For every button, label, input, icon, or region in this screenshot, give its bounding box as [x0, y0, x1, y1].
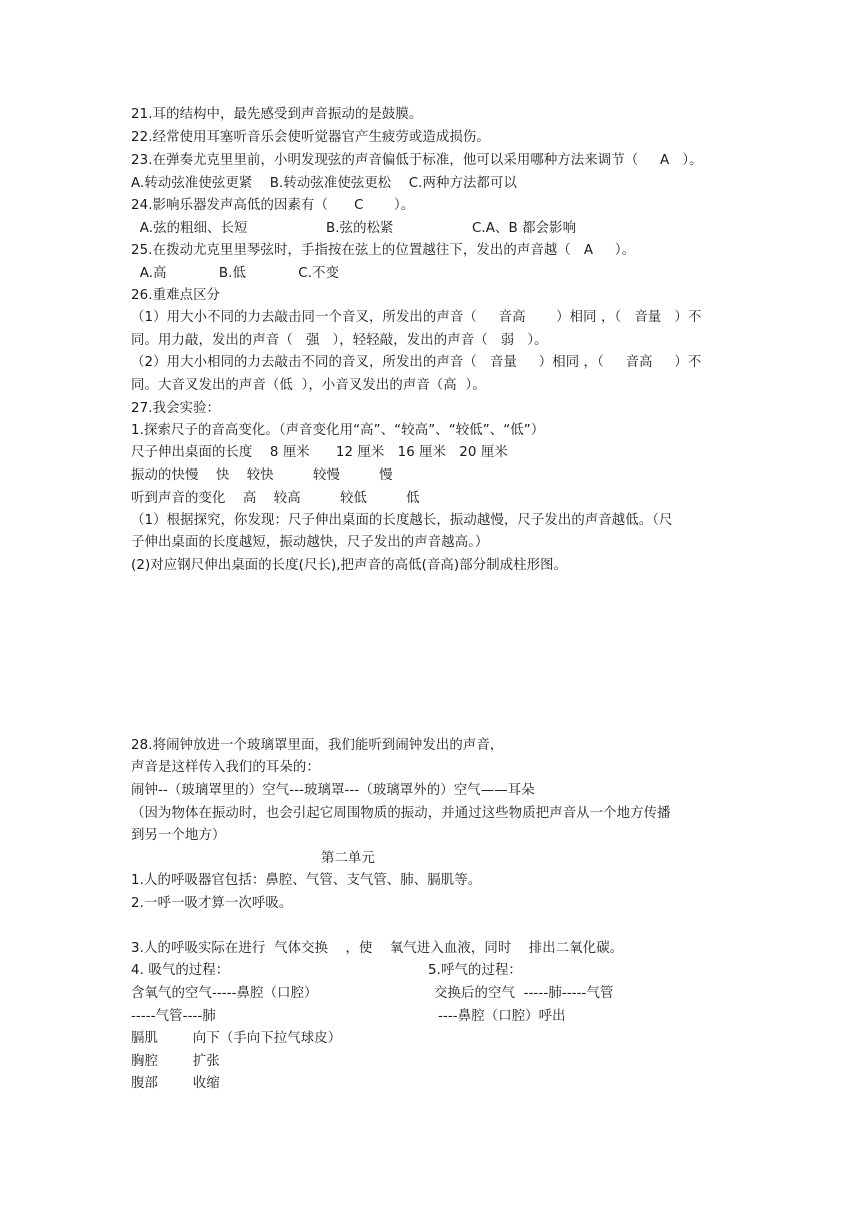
q27-row-speed: 振动的快慢 快 较快 较慢 慢	[131, 468, 393, 483]
unit2-q3: 3.人的呼吸实际在进行 气体交换 ，使 氧气进入血液，同时 排出二氧化碳。	[131, 941, 624, 956]
q26-heading: 26.重难点区分	[131, 288, 221, 303]
unit2-q1: 1.人的呼吸器官包括：鼻腔、气管、支气管、肺、膈肌等。	[131, 873, 482, 888]
inhale-path-line1: 含氧气的空气-----鼻腔（口腔）	[131, 986, 318, 1001]
q24-options: A.弦的粗细、长短 B.弦的松紧 C.A、B 都会影响	[131, 221, 577, 236]
q25-text: 25.在拨动尤克里里琴弦时，手指按在弦上的位置越往下，发出的声音越（ A ）。	[131, 243, 636, 258]
q21-text: 21.耳的结构中，最先感受到声音振动的是鼓膜。	[131, 107, 423, 122]
q28-text: 28.将闹钟放进一个玻璃罩里面，我们能听到闹钟发出的声音，	[131, 738, 504, 753]
exhale-heading: 5.呼气的过程：	[428, 963, 522, 978]
q27-finding-line1: （1）根据探究，你发现：尺子伸出桌面的长度越长，振动越慢，尺子发出的声音越低。（尺	[131, 513, 673, 528]
q26-part1-line1: （1）用大小不同的力去敲击同一个音叉，所发出的声音（ 音高 ）相同 ，（ 音量 ）不	[131, 310, 702, 325]
q23-options: A.转动弦准使弦更紧 B.转动弦准使弦更松 C.两种方法都可以	[131, 176, 517, 191]
q24-text: 24.影响乐器发声高低的因素有（ C ）。	[131, 198, 415, 213]
q25-options: A.高 B.低 C.不变	[131, 266, 340, 281]
exhale-path-line2: ----鼻腔（口腔）呼出	[438, 1009, 566, 1024]
q27-experiment-title: 1.探索尺子的音高变化。（声音变化用“高”、“较高”、“较低”、“低”）	[131, 423, 545, 438]
q27-chart-instruction: (2)对应钢尺伸出桌面的长度(尺长),把声音的高低(音高)部分制成柱形图。	[131, 558, 568, 573]
q28-reason-line2: 到另一个地方）	[131, 828, 226, 843]
q28-intro: 声音是这样传入我们的耳朵的：	[131, 760, 320, 775]
inhale-path-line2: -----气管----肺	[131, 1009, 216, 1024]
unit-two-heading: 第二单元	[321, 851, 375, 866]
exhale-path-line1: 交换后的空气 -----肺-----气管	[434, 986, 614, 1001]
q26-part2-line2: 同。大音叉发出的声音（低 ），小音叉发出的声音（高 ）。	[131, 378, 486, 393]
q27-heading: 27.我会实验：	[131, 401, 221, 416]
q28-path: 闹钟--（玻璃罩里的）空气---玻璃罩---（玻璃罩外的）空气——耳朵	[131, 783, 535, 798]
diaphragm-row: 膈肌 向下（手向下拉气球皮）	[131, 1031, 342, 1046]
unit2-q2: 2.一呼一吸才算一次呼吸。	[131, 896, 293, 911]
abdomen-row: 腹部 收缩	[131, 1076, 220, 1091]
q27-finding-line2: 子伸出桌面的长度越短，振动越快，尺子发出的声音越高。）	[131, 535, 489, 550]
chest-row: 胸腔 扩张	[131, 1054, 220, 1069]
q26-part2-line1: （2）用大小相同的力去敲击不同的音叉，所发出的声音（ 音量 ）相同 ，（ 音高 ）不	[131, 355, 702, 370]
q22-text: 22.经常使用耳塞听音乐会使听觉器官产生疲劳或造成损伤。	[131, 130, 490, 145]
q28-reason-line1: （因为物体在振动时，也会引起它周围物质的振动，并通过这些物质把声音从一个地方传播	[131, 806, 671, 821]
q26-part1-line2: 同。用力敲，发出的声音（ 强 ），轻轻敲，发出的声音（ 弱 ）。	[131, 333, 548, 348]
inhale-heading: 4. 吸气的过程：	[131, 963, 230, 978]
q23-text: 23.在弹奏尤克里里前，小明发现弦的声音偏低于标准，他可以采用哪种方法来调节（ A ）。	[131, 153, 703, 168]
q27-row-pitch: 听到声音的变化 高 较高 较低 低	[131, 491, 420, 506]
q27-row-length: 尺子伸出桌面的长度 8 厘米 12 厘米 16 厘米 20 厘米	[131, 445, 508, 460]
